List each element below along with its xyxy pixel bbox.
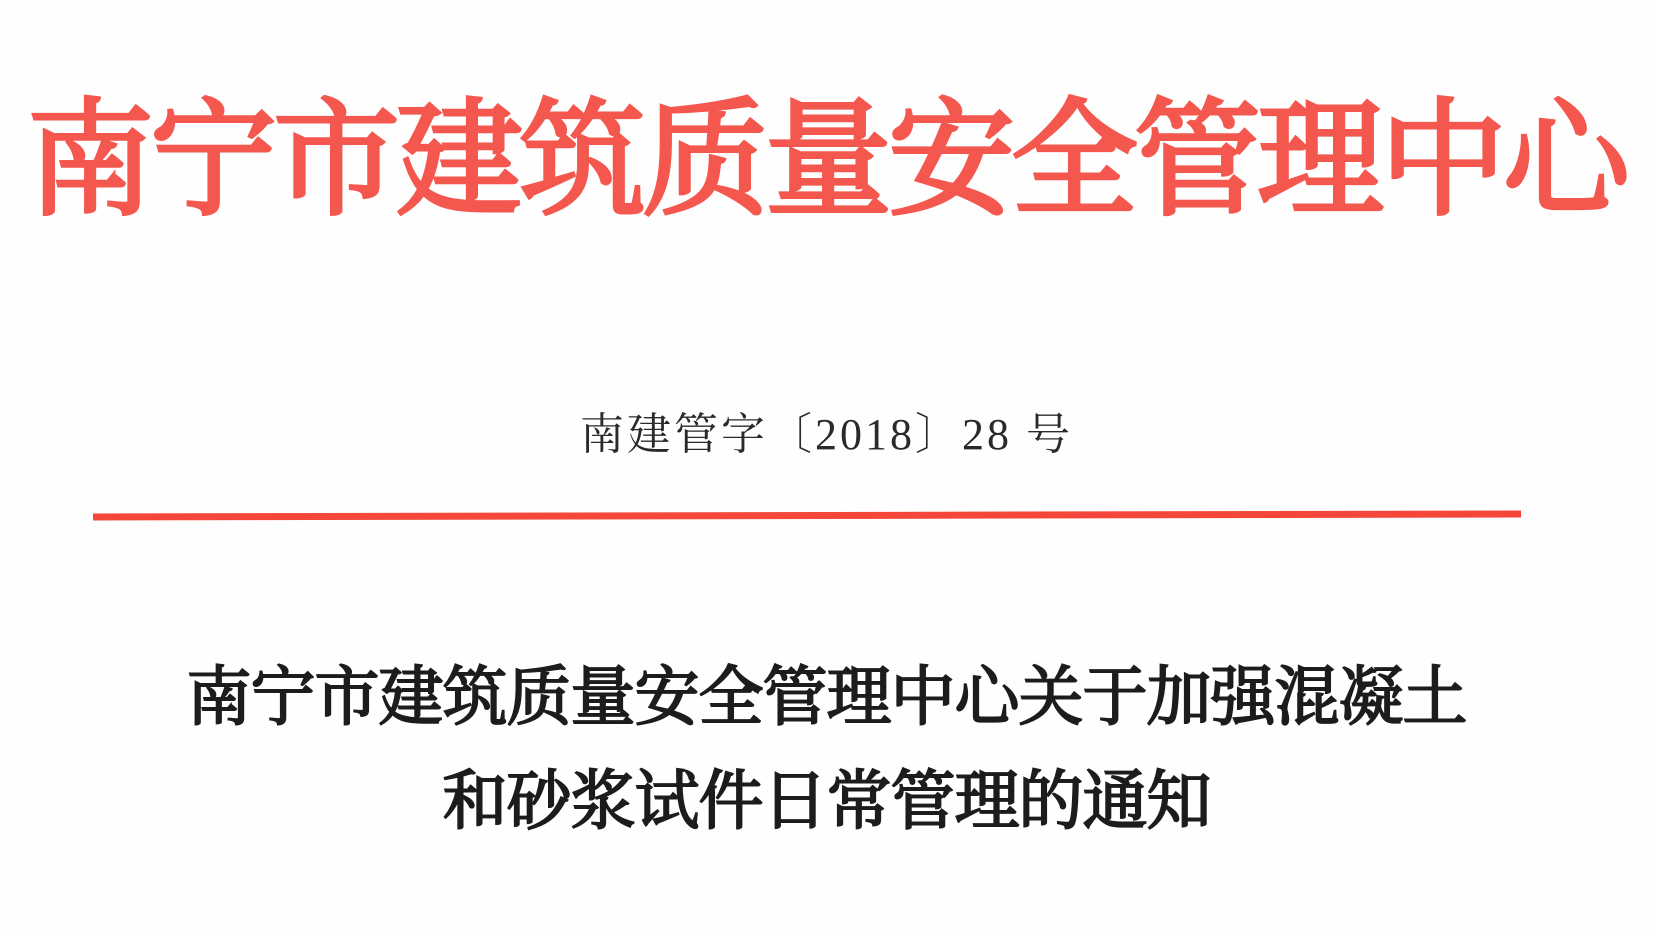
red-divider-line	[93, 511, 1521, 521]
document-title	[0, 646, 1653, 854]
document-title-line2: 和砂浆试件日常管理的通知	[442, 766, 1211, 838]
letterhead-org-name: 南宁市建筑质量安全管理中心	[26, 92, 1626, 232]
document-title-line1: 南宁市建筑质量安全管理中心关于加强混凝土	[186, 662, 1467, 734]
document-number: 南建管字〔2018〕28 号	[580, 410, 1073, 459]
